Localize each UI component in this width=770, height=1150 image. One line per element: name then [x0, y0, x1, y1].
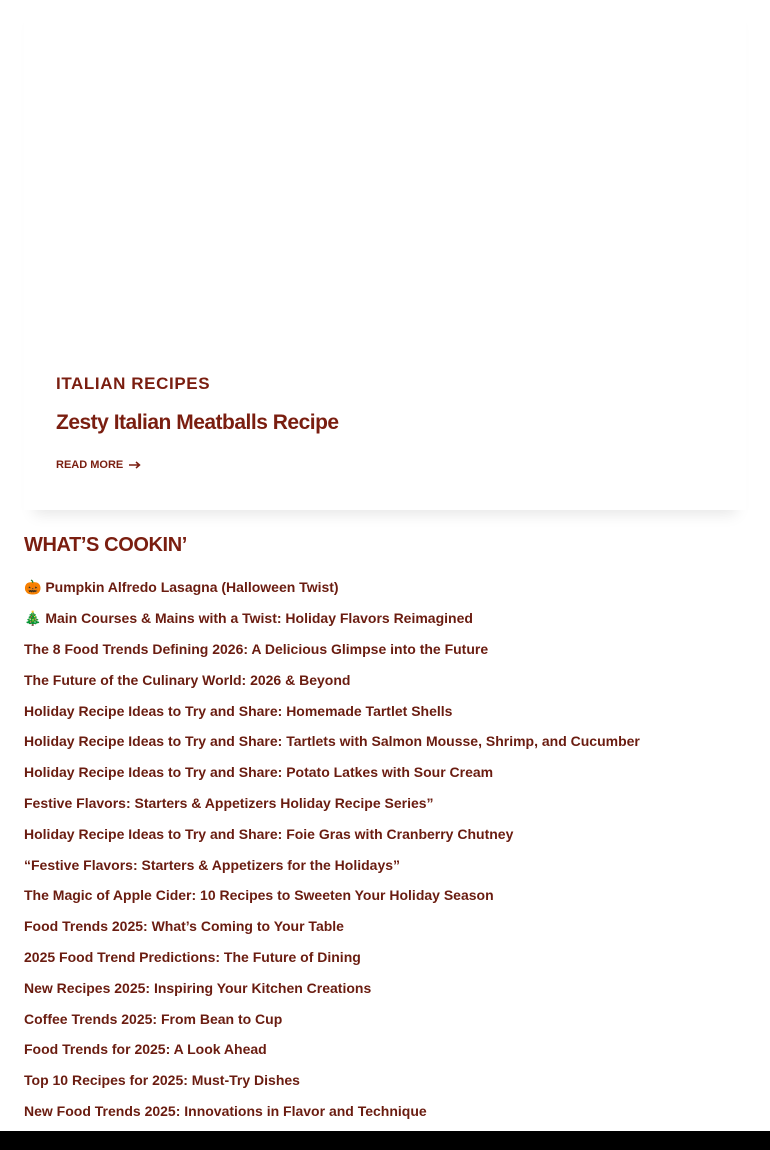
- read-more-label: READ MORE: [56, 459, 124, 471]
- widget-title: WHAT’S COOKIN’: [24, 534, 187, 556]
- list-item: [24, 788, 640, 819]
- list-item: [24, 849, 640, 880]
- recent-post-link[interactable]: New Food Trends 2025: Innovations in Flavor and Technique: [24, 1102, 427, 1119]
- list-item: [24, 942, 640, 973]
- recent-post-link[interactable]: Top 10 Recipes for 2025: Must-Try Dishes: [24, 1072, 300, 1089]
- read-more-link[interactable]: [56, 458, 141, 472]
- recent-posts-list: [24, 572, 640, 1126]
- recent-post-link[interactable]: 🎃 Pumpkin Alfredo Lasagna (Halloween Twist): [24, 579, 339, 596]
- recent-post-link[interactable]: Holiday Recipe Ideas to Try and Share: Potato Latkes with Sour Cream: [24, 764, 494, 781]
- recent-post-link[interactable]: Food Trends for 2025: A Look Ahead: [24, 1041, 267, 1058]
- bottom-bar: [0, 1131, 770, 1150]
- recent-post-link[interactable]: The 8 Food Trends Defining 2026: A Delicious Glimpse into the Future: [24, 640, 489, 657]
- recent-post-link[interactable]: The Magic of Apple Cider: 10 Recipes to Sweeten Your Holiday Season: [24, 887, 494, 904]
- featured-post-card: [24, 0, 746, 510]
- recent-post-link[interactable]: Coffee Trends 2025: From Bean to Cup: [24, 1010, 283, 1027]
- recent-post-link[interactable]: Food Trends 2025: What’s Coming to Your Table: [24, 918, 344, 935]
- list-item: [24, 634, 640, 665]
- recent-posts-widget: [24, 532, 746, 1119]
- list-item: [24, 664, 640, 695]
- list-item: [24, 757, 640, 788]
- list-item: [24, 880, 640, 911]
- list-item: [24, 726, 640, 757]
- post-title[interactable]: Zesty Italian Meatballs Recipe: [56, 411, 339, 434]
- recent-post-link[interactable]: 🎄 Main Courses & Mains with a Twist: Holiday Flavors Reimagined: [24, 610, 473, 627]
- list-item: [24, 695, 640, 726]
- arrow-right-icon: [129, 461, 141, 469]
- list-item: [24, 1096, 640, 1127]
- recent-post-link[interactable]: 2025 Food Trend Predictions: The Future of Dining: [24, 948, 361, 965]
- list-item: [24, 1003, 640, 1034]
- recent-post-link[interactable]: Holiday Recipe Ideas to Try and Share: Tartlets with Salmon Mousse, Shrimp, and Cucumber: [24, 733, 640, 750]
- list-item: [24, 1065, 640, 1096]
- recent-post-link[interactable]: The Future of the Culinary World: 2026 & Beyond: [24, 671, 351, 688]
- featured-post-image[interactable]: [24, 0, 746, 340]
- recent-post-link[interactable]: Holiday Recipe Ideas to Try and Share: Homemade Tartlet Shells: [24, 702, 453, 719]
- recent-post-link[interactable]: Festive Flavors: Starters & Appetizers Holiday Recipe Series”: [24, 794, 434, 811]
- recent-post-link[interactable]: Holiday Recipe Ideas to Try and Share: Foie Gras with Cranberry Chutney: [24, 825, 514, 842]
- list-item: [24, 1034, 640, 1065]
- post-category-link[interactable]: ITALIAN RECIPES: [56, 374, 211, 393]
- recent-post-link[interactable]: “Festive Flavors: Starters & Appetizers for the Holidays”: [24, 856, 401, 873]
- list-item: [24, 603, 640, 634]
- list-item: [24, 972, 640, 1003]
- list-item: [24, 818, 640, 849]
- list-item: [24, 911, 640, 942]
- list-item: [24, 572, 640, 603]
- recent-post-link[interactable]: New Recipes 2025: Inspiring Your Kitchen Creations: [24, 979, 372, 996]
